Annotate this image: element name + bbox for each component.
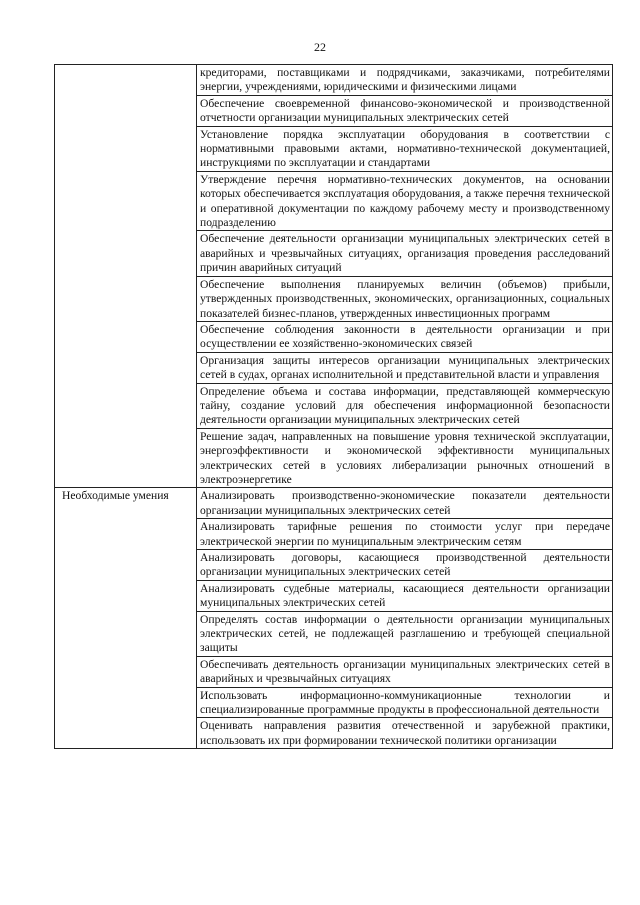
cell-text: Обеспечение выполнения планируемых величин (объемов) прибыли, утвержденных производственных, экономических, организационных, социальных показателей бизнес-планов, утвержденных инвестиционных программ bbox=[200, 277, 610, 320]
table-cell bbox=[197, 352, 613, 383]
table-cell bbox=[197, 65, 613, 96]
table-cell bbox=[197, 580, 613, 611]
table-cell bbox=[197, 95, 613, 126]
cell-text: Решение задач, направленных на повышение уровня технической эксплуатации, энергоэффективности и экономической эффективности муниципальных электрических сетей в условиях либерализации рыночных отношений в электроэнергетике bbox=[200, 429, 610, 486]
cell-text: Определение объема и состава информации, представляющей коммерческую тайну, создание условий для обеспечения информационной безопасности деятельности организации муниципальных электрических сетей bbox=[200, 384, 610, 427]
table-cell bbox=[197, 718, 613, 749]
table-cell bbox=[197, 321, 613, 352]
table-cell bbox=[197, 276, 613, 321]
competency-table bbox=[54, 64, 613, 749]
skills-label-cell bbox=[55, 488, 197, 749]
cell-text: Установление порядка эксплуатации оборудования в соответствии с нормативными правовыми актами, нормативно-технической документацией, инструкциями по эксплуатации и стандартами bbox=[200, 127, 610, 170]
cell-text: Обеспечение деятельности организации муниципальных электрических сетей в аварийных и чрезвычайных ситуациях, организация проведения расследований причин аварийных ситуаций bbox=[200, 232, 610, 275]
table-cell bbox=[197, 488, 613, 519]
table-row bbox=[55, 65, 613, 96]
table-cell bbox=[197, 428, 613, 488]
table-cell bbox=[197, 611, 613, 656]
table-cell bbox=[197, 687, 613, 718]
cell-text: Анализировать судебные материалы, касающиеся деятельности организации муниципальных электрических сетей bbox=[200, 581, 610, 610]
skills-label: Необходимые умения bbox=[62, 489, 169, 503]
cell-text: Обеспечение соблюдения законности в деятельности организации и при осуществлении ее хозяйственно-экономических связей bbox=[200, 322, 610, 351]
table-cell bbox=[197, 231, 613, 276]
group-label-cell bbox=[55, 65, 197, 488]
cell-text: Обеспечивать деятельность организации муниципальных электрических сетей в аварийных и чрезвычайных ситуациях bbox=[200, 657, 610, 686]
cell-text: кредиторами, поставщиками и подрядчиками, заказчиками, потребителями энергии, учреждениями, юридическими и физическими лицами bbox=[200, 66, 610, 94]
table-cell bbox=[197, 519, 613, 550]
table-cell bbox=[197, 550, 613, 581]
cell-text: Анализировать производственно-экономические показатели деятельности организации муниципальных электрических сетей bbox=[200, 489, 610, 517]
table-cell bbox=[197, 383, 613, 428]
cell-text: Анализировать договоры, касающиеся производственной деятельности организации муниципальных электрических сетей bbox=[200, 551, 610, 579]
cell-text: Обеспечение своевременной финансово-экономической и производственной отчетности организации муниципальных электрических сетей bbox=[200, 96, 610, 125]
page-number: 22 bbox=[314, 40, 326, 54]
cell-text: Определять состав информации о деятельности организации муниципальных электрических сетей, не подлежащей разглашению и требующей специальной защиты bbox=[200, 612, 610, 655]
cell-text: Оценивать направления развития отечественной и зарубежной практики, использовать их при формировании технической политики организации bbox=[200, 719, 610, 747]
table-cell bbox=[197, 126, 613, 171]
table-cell bbox=[197, 171, 613, 231]
cell-text: Использовать информационно-коммуникационные технологии и специализированные программные продукты в профессиональной деятельности bbox=[200, 688, 610, 717]
table-row bbox=[55, 488, 613, 519]
cell-text: Организация защиты интересов организации муниципальных электрических сетей в судах, органах исполнительной и представительной власти и управления bbox=[200, 353, 610, 382]
cell-text: Утверждение перечня нормативно-технических документов, на основании которых обеспечивается эксплуатация оборудования, а также перечня технической и оперативной документации по каждому рабочему месту и производственному подразделению bbox=[200, 172, 610, 230]
cell-text: Анализировать тарифные решения по стоимости услуг при передаче электрической энергии по муниципальным электрическим сетям bbox=[200, 520, 610, 548]
table-cell bbox=[197, 656, 613, 687]
